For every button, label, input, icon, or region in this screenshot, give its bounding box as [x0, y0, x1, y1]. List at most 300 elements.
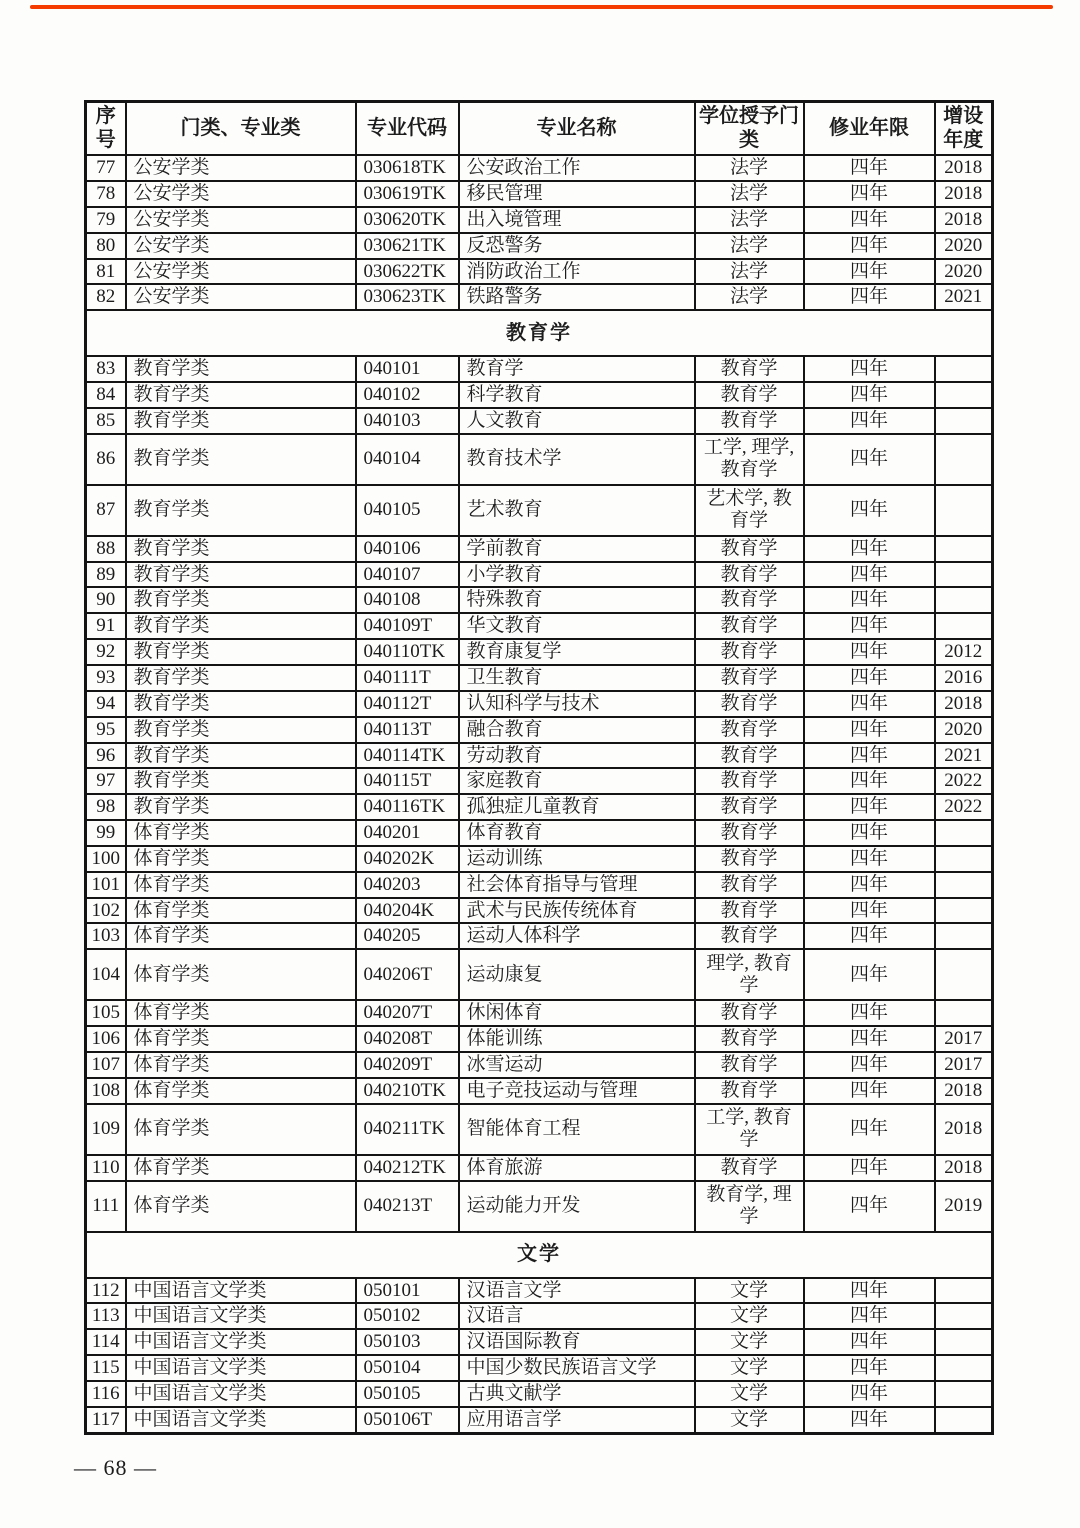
cell-category: 教育学类: [126, 613, 356, 639]
cell-duration: 四年: [804, 898, 935, 924]
cell-name: 体育旅游: [459, 1155, 695, 1181]
cell-serial: 103: [86, 923, 126, 949]
cell-degree: 教育学: [695, 1078, 804, 1104]
cell-duration: 四年: [804, 408, 935, 434]
table-row: [86, 691, 993, 717]
cell-degree: 教育学: [695, 1052, 804, 1078]
cell-degree: 教育学: [695, 717, 804, 743]
cell-duration: 四年: [804, 207, 935, 233]
table-row: [86, 1355, 993, 1381]
cell-duration: 四年: [804, 691, 935, 717]
table-row: [86, 1104, 993, 1155]
cell-year-added: 2022: [935, 768, 993, 794]
cell-category: 公安学类: [126, 155, 356, 181]
cell-duration: 四年: [804, 665, 935, 691]
cell-serial: 88: [86, 536, 126, 562]
cell-name: 汉语国际教育: [459, 1329, 695, 1355]
cell-name: 智能体育工程: [459, 1104, 695, 1155]
cell-serial: 92: [86, 639, 126, 665]
cell-serial: 77: [86, 155, 126, 181]
cell-duration: 四年: [804, 794, 935, 820]
cell-code: 040206T: [356, 949, 459, 1000]
table-row: [86, 434, 993, 485]
table-row: [86, 820, 993, 846]
cell-code: 040211TK: [356, 1104, 459, 1155]
cell-code: 040208T: [356, 1026, 459, 1052]
cell-name: 公安政治工作: [459, 155, 695, 181]
col-header-degree: 学位授予门类: [695, 102, 804, 156]
cell-degree: 文学: [695, 1407, 804, 1433]
cell-serial: 89: [86, 562, 126, 588]
cell-year-added: [935, 408, 993, 434]
cell-serial: 84: [86, 382, 126, 408]
cell-duration: 四年: [804, 768, 935, 794]
cell-duration: 四年: [804, 181, 935, 207]
cell-serial: 91: [86, 613, 126, 639]
cell-degree: 文学: [695, 1329, 804, 1355]
cell-year-added: [935, 1381, 993, 1407]
cell-category: 公安学类: [126, 233, 356, 259]
cell-degree: 文学: [695, 1381, 804, 1407]
cell-duration: 四年: [804, 259, 935, 285]
cell-category: 教育学类: [126, 356, 356, 382]
table-row: [86, 207, 993, 233]
table-row: [86, 949, 993, 1000]
cell-code: 040209T: [356, 1052, 459, 1078]
cell-category: 中国语言文学类: [126, 1381, 356, 1407]
cell-name: 教育学: [459, 356, 695, 382]
table-row: [86, 1303, 993, 1329]
cell-duration: 四年: [804, 846, 935, 872]
cell-duration: 四年: [804, 382, 935, 408]
cell-degree: 工学, 教育学: [695, 1104, 804, 1155]
cell-code: 050106T: [356, 1407, 459, 1433]
cell-code: 040207T: [356, 1000, 459, 1026]
cell-year-added: [935, 1303, 993, 1329]
cell-duration: 四年: [804, 485, 935, 536]
cell-year-added: 2016: [935, 665, 993, 691]
cell-year-added: [935, 382, 993, 408]
cell-serial: 85: [86, 408, 126, 434]
cell-year-added: 2019: [935, 1181, 993, 1232]
cell-category: 教育学类: [126, 562, 356, 588]
cell-category: 体育学类: [126, 1026, 356, 1052]
cell-year-added: 2018: [935, 691, 993, 717]
cell-category: 体育学类: [126, 872, 356, 898]
cell-year-added: [935, 820, 993, 846]
cell-duration: 四年: [804, 284, 935, 310]
col-header-year-added: 增设年度: [935, 102, 993, 156]
table-row: [86, 872, 993, 898]
cell-degree: 教育学: [695, 794, 804, 820]
col-header-code: 专业代码: [356, 102, 459, 156]
table-row: [86, 768, 993, 794]
cell-code: 040102: [356, 382, 459, 408]
cell-year-added: 2018: [935, 1104, 993, 1155]
cell-name: 汉语言: [459, 1303, 695, 1329]
cell-degree: 教育学: [695, 587, 804, 613]
cell-serial: 109: [86, 1104, 126, 1155]
top-accent-line: [30, 5, 1053, 9]
cell-category: 体育学类: [126, 898, 356, 924]
cell-code: 040107: [356, 562, 459, 588]
cell-year-added: 2020: [935, 233, 993, 259]
cell-code: 040105: [356, 485, 459, 536]
cell-degree: 文学: [695, 1278, 804, 1304]
cell-code: 030623TK: [356, 284, 459, 310]
cell-code: 040113T: [356, 717, 459, 743]
cell-code: 040111T: [356, 665, 459, 691]
cell-serial: 113: [86, 1303, 126, 1329]
cell-category: 教育学类: [126, 717, 356, 743]
cell-name: 武术与民族传统体育: [459, 898, 695, 924]
cell-code: 030619TK: [356, 181, 459, 207]
cell-year-added: 2018: [935, 1155, 993, 1181]
table-row: [86, 1078, 993, 1104]
table-row: [86, 1181, 993, 1232]
table-row: [86, 382, 993, 408]
cell-duration: 四年: [804, 1329, 935, 1355]
cell-degree: 理学, 教育学: [695, 949, 804, 1000]
cell-degree: 教育学: [695, 408, 804, 434]
cell-category: 公安学类: [126, 259, 356, 285]
cell-degree: 教育学: [695, 1155, 804, 1181]
cell-category: 教育学类: [126, 485, 356, 536]
cell-code: 040101: [356, 356, 459, 382]
cell-category: 教育学类: [126, 434, 356, 485]
cell-name: 体育教育: [459, 820, 695, 846]
cell-code: 030620TK: [356, 207, 459, 233]
cell-category: 中国语言文学类: [126, 1355, 356, 1381]
cell-code: 040114TK: [356, 743, 459, 769]
cell-year-added: 2021: [935, 743, 993, 769]
col-header-name: 专业名称: [459, 102, 695, 156]
cell-duration: 四年: [804, 233, 935, 259]
cell-degree: 教育学: [695, 562, 804, 588]
table-row: [86, 743, 993, 769]
cell-year-added: 2018: [935, 1078, 993, 1104]
cell-degree: 教育学: [695, 898, 804, 924]
cell-serial: 100: [86, 846, 126, 872]
cell-duration: 四年: [804, 1078, 935, 1104]
cell-code: 040112T: [356, 691, 459, 717]
cell-name: 铁路警务: [459, 284, 695, 310]
table-row: [86, 1026, 993, 1052]
cell-degree: 法学: [695, 155, 804, 181]
table-row: [86, 259, 993, 285]
cell-serial: 96: [86, 743, 126, 769]
cell-duration: 四年: [804, 949, 935, 1000]
cell-serial: 93: [86, 665, 126, 691]
cell-year-added: 2022: [935, 794, 993, 820]
cell-year-added: [935, 356, 993, 382]
cell-duration: 四年: [804, 743, 935, 769]
cell-year-added: [935, 923, 993, 949]
cell-degree: 教育学: [695, 923, 804, 949]
cell-name: 休闲体育: [459, 1000, 695, 1026]
cell-duration: 四年: [804, 923, 935, 949]
cell-degree: 教育学: [695, 356, 804, 382]
cell-duration: 四年: [804, 536, 935, 562]
cell-year-added: [935, 434, 993, 485]
cell-category: 教育学类: [126, 639, 356, 665]
cell-year-added: [935, 898, 993, 924]
majors-table: [84, 100, 994, 1435]
cell-name: 人文教育: [459, 408, 695, 434]
cell-name: 消防政治工作: [459, 259, 695, 285]
cell-code: 040110TK: [356, 639, 459, 665]
cell-name: 华文教育: [459, 613, 695, 639]
cell-duration: 四年: [804, 820, 935, 846]
cell-degree: 教育学: [695, 691, 804, 717]
cell-category: 中国语言文学类: [126, 1278, 356, 1304]
cell-serial: 99: [86, 820, 126, 846]
cell-name: 教育康复学: [459, 639, 695, 665]
cell-year-added: [935, 1355, 993, 1381]
cell-serial: 110: [86, 1155, 126, 1181]
cell-degree: 教育学: [695, 768, 804, 794]
cell-degree: 法学: [695, 181, 804, 207]
cell-category: 体育学类: [126, 1078, 356, 1104]
cell-name: 融合教育: [459, 717, 695, 743]
cell-serial: 116: [86, 1381, 126, 1407]
cell-degree: 教育学: [695, 820, 804, 846]
cell-name: 小学教育: [459, 562, 695, 588]
cell-serial: 90: [86, 587, 126, 613]
cell-category: 教育学类: [126, 665, 356, 691]
cell-serial: 97: [86, 768, 126, 794]
cell-serial: 86: [86, 434, 126, 485]
cell-code: 040103: [356, 408, 459, 434]
cell-name: 学前教育: [459, 536, 695, 562]
table-row: [86, 1052, 993, 1078]
table-row: [86, 1000, 993, 1026]
cell-code: 040204K: [356, 898, 459, 924]
cell-code: 030622TK: [356, 259, 459, 285]
table-row: [86, 639, 993, 665]
cell-name: 运动康复: [459, 949, 695, 1000]
cell-code: 040210TK: [356, 1078, 459, 1104]
cell-year-added: [935, 1329, 993, 1355]
cell-name: 运动人体科学: [459, 923, 695, 949]
cell-degree: 教育学: [695, 1026, 804, 1052]
cell-name: 特殊教育: [459, 587, 695, 613]
cell-year-added: 2018: [935, 181, 993, 207]
table-row: [86, 1381, 993, 1407]
cell-name: 运动能力开发: [459, 1181, 695, 1232]
cell-category: 公安学类: [126, 284, 356, 310]
table-row: [86, 284, 993, 310]
cell-serial: 81: [86, 259, 126, 285]
cell-year-added: [935, 872, 993, 898]
cell-name: 移民管理: [459, 181, 695, 207]
cell-serial: 87: [86, 485, 126, 536]
cell-degree: 教育学: [695, 639, 804, 665]
table-row: [86, 408, 993, 434]
cell-serial: 107: [86, 1052, 126, 1078]
section-title-row: [86, 1232, 993, 1278]
page-number: — 68 —: [74, 1455, 157, 1480]
cell-serial: 117: [86, 1407, 126, 1433]
cell-name: 社会体育指导与管理: [459, 872, 695, 898]
cell-code: 030618TK: [356, 155, 459, 181]
cell-code: 040202K: [356, 846, 459, 872]
table-row: [86, 562, 993, 588]
table-row: [86, 181, 993, 207]
cell-degree: 教育学: [695, 743, 804, 769]
cell-name: 家庭教育: [459, 768, 695, 794]
cell-year-added: 2021: [935, 284, 993, 310]
cell-category: 体育学类: [126, 1104, 356, 1155]
cell-name: 教育技术学: [459, 434, 695, 485]
cell-serial: 106: [86, 1026, 126, 1052]
cell-code: 050105: [356, 1381, 459, 1407]
cell-duration: 四年: [804, 562, 935, 588]
cell-degree: 文学: [695, 1355, 804, 1381]
cell-category: 公安学类: [126, 181, 356, 207]
cell-serial: 108: [86, 1078, 126, 1104]
cell-year-added: [935, 536, 993, 562]
cell-code: 030621TK: [356, 233, 459, 259]
table-row: [86, 485, 993, 536]
cell-name: 卫生教育: [459, 665, 695, 691]
cell-duration: 四年: [804, 613, 935, 639]
cell-code: 050101: [356, 1278, 459, 1304]
cell-year-added: 2018: [935, 207, 993, 233]
cell-serial: 102: [86, 898, 126, 924]
cell-degree: 法学: [695, 233, 804, 259]
section-title: 文学: [86, 1232, 993, 1278]
cell-duration: 四年: [804, 155, 935, 181]
cell-degree: 教育学: [695, 872, 804, 898]
table-row: [86, 794, 993, 820]
cell-degree: 工学, 理学, 教育学: [695, 434, 804, 485]
cell-category: 教育学类: [126, 536, 356, 562]
cell-category: 体育学类: [126, 923, 356, 949]
table-row: [86, 1329, 993, 1355]
cell-serial: 80: [86, 233, 126, 259]
table-row: [86, 587, 993, 613]
cell-degree: 艺术学, 教育学: [695, 485, 804, 536]
cell-code: 040109T: [356, 613, 459, 639]
majors-table-body: [86, 155, 993, 1433]
cell-serial: 112: [86, 1278, 126, 1304]
cell-category: 体育学类: [126, 1155, 356, 1181]
cell-serial: 95: [86, 717, 126, 743]
cell-name: 认知科学与技术: [459, 691, 695, 717]
cell-degree: 法学: [695, 207, 804, 233]
cell-degree: 法学: [695, 284, 804, 310]
cell-duration: 四年: [804, 434, 935, 485]
cell-code: 050103: [356, 1329, 459, 1355]
cell-serial: 78: [86, 181, 126, 207]
cell-category: 教育学类: [126, 587, 356, 613]
cell-name: 应用语言学: [459, 1407, 695, 1433]
cell-year-added: [935, 562, 993, 588]
section-title-row: [86, 310, 993, 356]
cell-year-added: 2020: [935, 259, 993, 285]
cell-serial: 101: [86, 872, 126, 898]
cell-duration: 四年: [804, 1052, 935, 1078]
section-title: 教育学: [86, 310, 993, 356]
cell-category: 体育学类: [126, 1000, 356, 1026]
cell-year-added: [935, 1278, 993, 1304]
cell-duration: 四年: [804, 356, 935, 382]
cell-duration: 四年: [804, 1155, 935, 1181]
table-header-row: [86, 102, 993, 156]
cell-degree: 教育学, 理学: [695, 1181, 804, 1232]
cell-code: 050104: [356, 1355, 459, 1381]
cell-degree: 文学: [695, 1303, 804, 1329]
cell-degree: 教育学: [695, 1000, 804, 1026]
cell-name: 古典文献学: [459, 1381, 695, 1407]
cell-degree: 教育学: [695, 613, 804, 639]
cell-serial: 79: [86, 207, 126, 233]
cell-degree: 法学: [695, 259, 804, 285]
cell-year-added: 2020: [935, 717, 993, 743]
cell-duration: 四年: [804, 1381, 935, 1407]
cell-category: 体育学类: [126, 820, 356, 846]
cell-name: 艺术教育: [459, 485, 695, 536]
cell-category: 中国语言文学类: [126, 1407, 356, 1433]
cell-duration: 四年: [804, 1407, 935, 1433]
table-row: [86, 846, 993, 872]
cell-code: 040106: [356, 536, 459, 562]
cell-code: 040108: [356, 587, 459, 613]
col-header-duration: 修业年限: [804, 102, 935, 156]
col-header-serial: 序号: [86, 102, 126, 156]
cell-code: 040203: [356, 872, 459, 898]
cell-degree: 教育学: [695, 665, 804, 691]
cell-category: 体育学类: [126, 1052, 356, 1078]
table-row: [86, 1155, 993, 1181]
cell-duration: 四年: [804, 1104, 935, 1155]
cell-serial: 114: [86, 1329, 126, 1355]
table-row: [86, 717, 993, 743]
cell-duration: 四年: [804, 587, 935, 613]
cell-serial: 94: [86, 691, 126, 717]
cell-category: 教育学类: [126, 408, 356, 434]
cell-category: 体育学类: [126, 949, 356, 1000]
cell-year-added: [935, 846, 993, 872]
cell-code: 040212TK: [356, 1155, 459, 1181]
cell-duration: 四年: [804, 1355, 935, 1381]
table-row: [86, 356, 993, 382]
cell-duration: 四年: [804, 1000, 935, 1026]
cell-name: 体能训练: [459, 1026, 695, 1052]
cell-year-added: [935, 949, 993, 1000]
cell-duration: 四年: [804, 717, 935, 743]
cell-category: 公安学类: [126, 207, 356, 233]
table-row: [86, 665, 993, 691]
cell-code: 040115T: [356, 768, 459, 794]
table-row: [86, 613, 993, 639]
col-header-category: 门类、专业类: [126, 102, 356, 156]
cell-duration: 四年: [804, 1278, 935, 1304]
cell-code: 040116TK: [356, 794, 459, 820]
cell-year-added: [935, 1000, 993, 1026]
cell-duration: 四年: [804, 1303, 935, 1329]
cell-name: 孤独症儿童教育: [459, 794, 695, 820]
cell-degree: 教育学: [695, 382, 804, 408]
cell-serial: 104: [86, 949, 126, 1000]
cell-duration: 四年: [804, 639, 935, 665]
cell-name: 冰雪运动: [459, 1052, 695, 1078]
cell-duration: 四年: [804, 1026, 935, 1052]
cell-year-added: [935, 587, 993, 613]
cell-category: 教育学类: [126, 794, 356, 820]
table-row: [86, 233, 993, 259]
